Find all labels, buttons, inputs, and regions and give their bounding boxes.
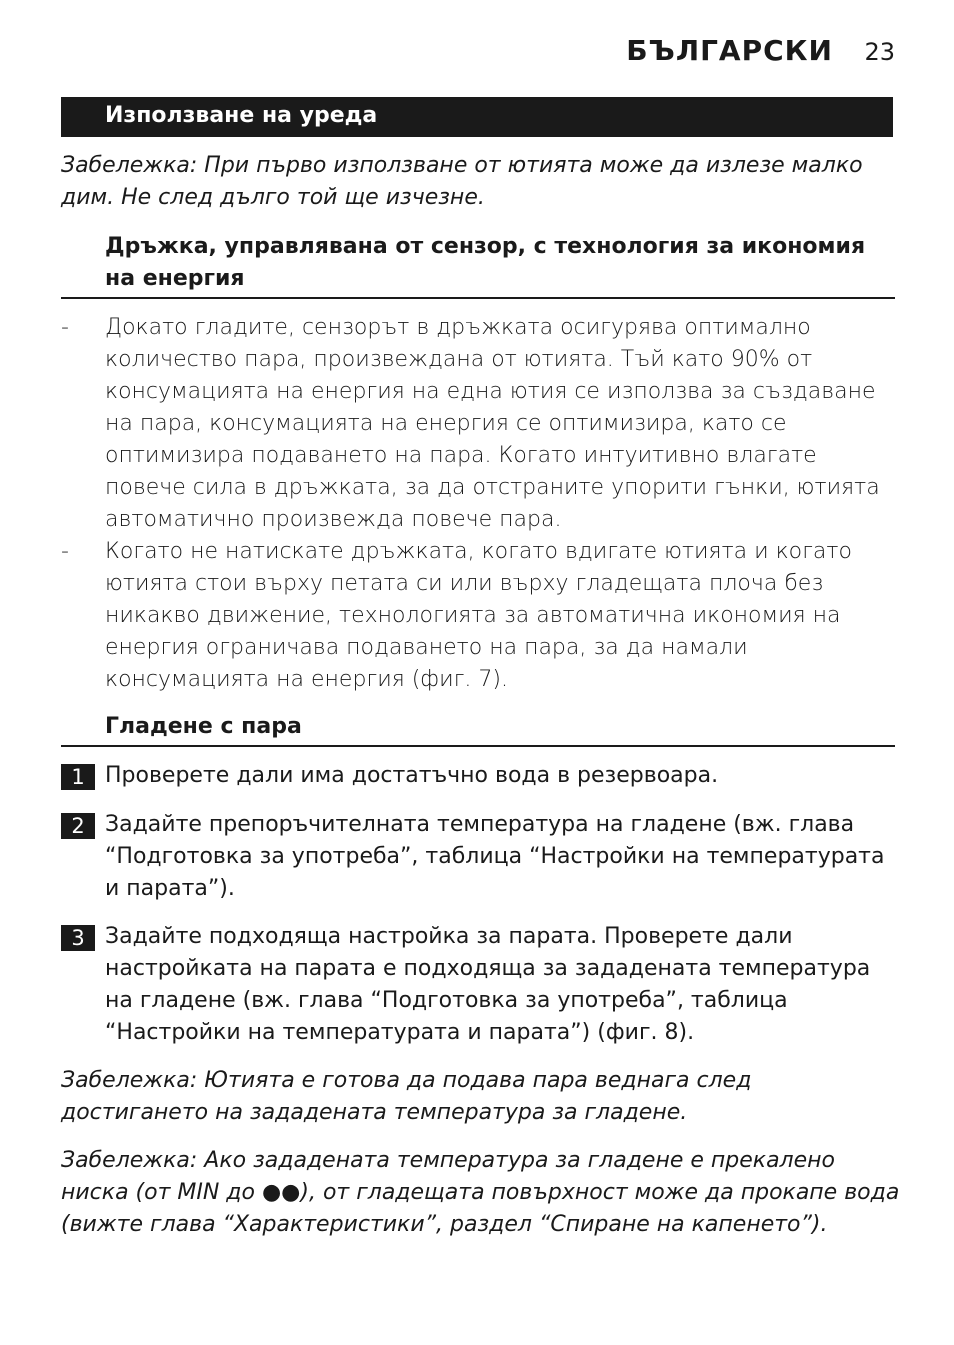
section-title: Използване на уреда <box>105 103 378 128</box>
step-number: 3 <box>61 925 95 951</box>
bullet-dash: - <box>61 539 69 564</box>
step-number: 1 <box>61 764 95 790</box>
bullet-dash: - <box>61 315 69 340</box>
heading-rule <box>61 745 895 747</box>
note-steam-ready: Забележка: Ютията е готова да подава пара веднага след достигането на зададената температура за гладене. <box>61 1068 752 1125</box>
note-low-temperature: Забележка: Ако зададената температура за гладене е прекалено ниска (от MIN до ●●), от гладещата повърхност може да прокапе вода (вижте глава “Характеристики”, раздел “Спиране на капенето”). <box>61 1148 900 1237</box>
page-number: 23 <box>864 38 895 66</box>
step-number: 2 <box>61 813 95 839</box>
step-text: Проверете дали има достатъчно вода в резервоара. <box>105 763 719 788</box>
note-first-use: Забележка: При първо използване от ютията може да излезе малко дим. Не след дълго той ще изчезне. <box>61 153 863 210</box>
page-header <box>620 34 895 74</box>
heading-rule <box>61 297 895 299</box>
bullet-text: Докато гладите, сензорът в дръжката осигурява оптимално количество пара, произвеждана от ютията. Тъй като 90% от консумацията на енергия на една ютия се използва за създаване на пара, консумацията на енергия се оптимизира, като се оптимизира подаването на пара. Когато интуитивно влагате повече сила в дръжката, за да отстраните упорити гънки, ютията автоматично произвежда повече пара. <box>105 315 880 532</box>
bullet-text: Когато не натискате дръжката, когато вдигате ютията и когато ютията стои върху петата си или върху гладещата плоча без никакво движение, технологията за автоматична икономия на енергия ограничава подаването на пара, за да намали консумацията на енергия (фиг. 7). <box>105 539 852 692</box>
step-text: Задайте подходяща настройка за парата. Проверете дали настройката на парата е подходяща за зададената температура на гладене (вж. глава “Подготовка за употреба”, таблица “Настройки на температурата и парата”) (фиг. 8). <box>105 924 871 1045</box>
sensor-heading: Дръжка, управлявана от сензор, с технология за икономия на енергия <box>105 234 866 291</box>
language-label: БЪЛГАРСКИ <box>626 34 833 67</box>
steam-heading: Гладене с пара <box>105 714 302 739</box>
section-title-bar <box>61 97 893 137</box>
step-text: Задайте препоръчителната температура на гладене (вж. глава “Подготовка за употреба”, таблица “Настройки на температурата и парата”). <box>105 812 885 901</box>
